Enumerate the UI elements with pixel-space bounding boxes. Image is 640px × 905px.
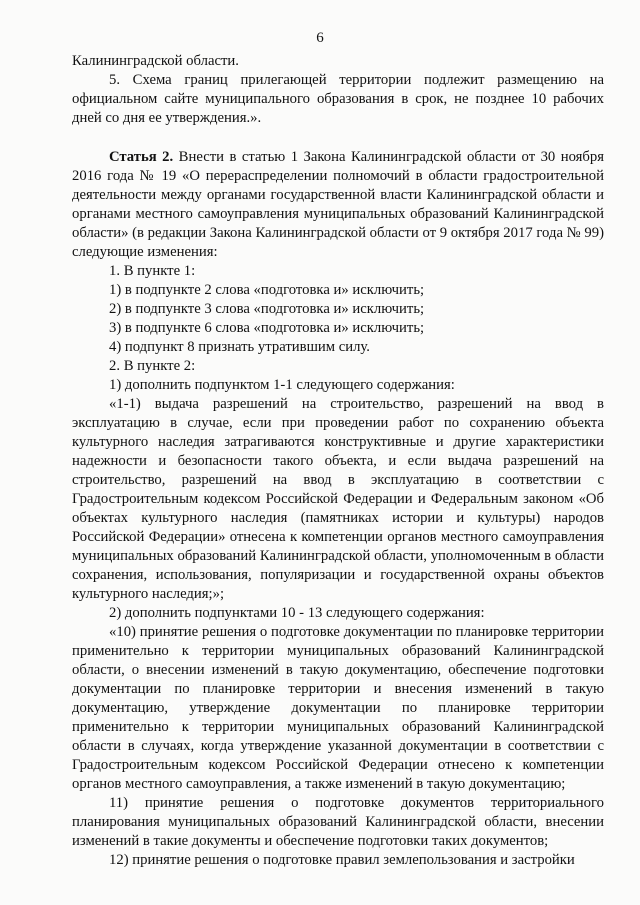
paragraph: «10) принятие решения о подготовке документации по планировке территории применительно к территории муниципальных образований Калининградской области, о внесении изменений в такую документацию, обеспечение подготовки документации по планировке территории и внесения изменений в такую документацию, утверждение документации по планировке территории применительно к территории муниципальных образований Калининградской области в случаях, когда утверждение указанной документации в соответствии с Градостроительным кодексом Российской Федерации отнесено к компетенции органов местного самоуправления, а также изменений в такую документацию; <box>72 624 604 792</box>
page-number: 6 <box>316 30 324 46</box>
paragraph: 4) подпункт 8 признать утратившим силу. <box>109 339 370 355</box>
paragraph: 1. В пункте 1: <box>109 263 196 279</box>
paragraph: 5. Схема границ прилегающей территории подлежит размещению на официальном сайте муниципального образования в срок, не позднее 10 рабочих дней со дня ее утверждения.». <box>72 72 604 126</box>
paragraph: Калининградской области. <box>72 53 239 69</box>
paragraph: 12) принятие решения о подготовке правил землепользования и застройки <box>109 852 575 868</box>
document-body <box>72 52 604 870</box>
paragraph: 2. В пункте 2: <box>109 358 196 374</box>
article-text: Внести в статью 1 Закона Калининградской области от 30 ноября 2016 года № 19 «О перераспределении полномочий в области градостроительной деятельности между органами государственной власти Калининградской области и органами местного самоуправления муниципальных образований Калининградской области» (в редакции Закона Калининградской области от 9 октября 2017 года № 99) следующие изменения: <box>72 149 604 260</box>
article-label: Статья 2. <box>109 149 174 165</box>
paragraph: 2) в подпункте 3 слова «подготовка и» исключить; <box>109 301 425 317</box>
article-paragraph <box>72 148 604 262</box>
paragraph: 3) в подпункте 6 слова «подготовка и» исключить; <box>109 320 425 336</box>
paragraph: 1) дополнить подпунктом 1-1 следующего содержания: <box>109 377 455 393</box>
paragraph: 11) принятие решения о подготовке документов территориального планирования муниципальных образований Калининградской области, внесении изменений в такие документы и обеспечение подготовки таких документов; <box>72 795 604 849</box>
paragraph: «1-1) выдача разрешений на строительство, разрешений на ввод в эксплуатацию в случае, если при проведении работ по сохранению объекта культурного наследия затрагиваются конструктивные и другие характеристики надежности и безопасности такого объекта, и если выдача разрешений на строительство, разрешений на ввод в эксплуатацию в соответствии с Градостроительным кодексом Российской Федерации и Федеральным законом «Об объектах культурного наследия (памятниках истории и культуры) народов Российской Федерации» отнесена к компетенции органов местного самоуправления муниципальных образований Калининградской области, уполномоченным в области сохранения, использования, популяризации и государственной охраны объектов культурного наследия;»; <box>72 396 604 602</box>
paragraph: 2) дополнить подпунктами 10 - 13 следующего содержания: <box>109 605 485 621</box>
paragraph: 1) в подпункте 2 слова «подготовка и» исключить; <box>109 282 425 298</box>
